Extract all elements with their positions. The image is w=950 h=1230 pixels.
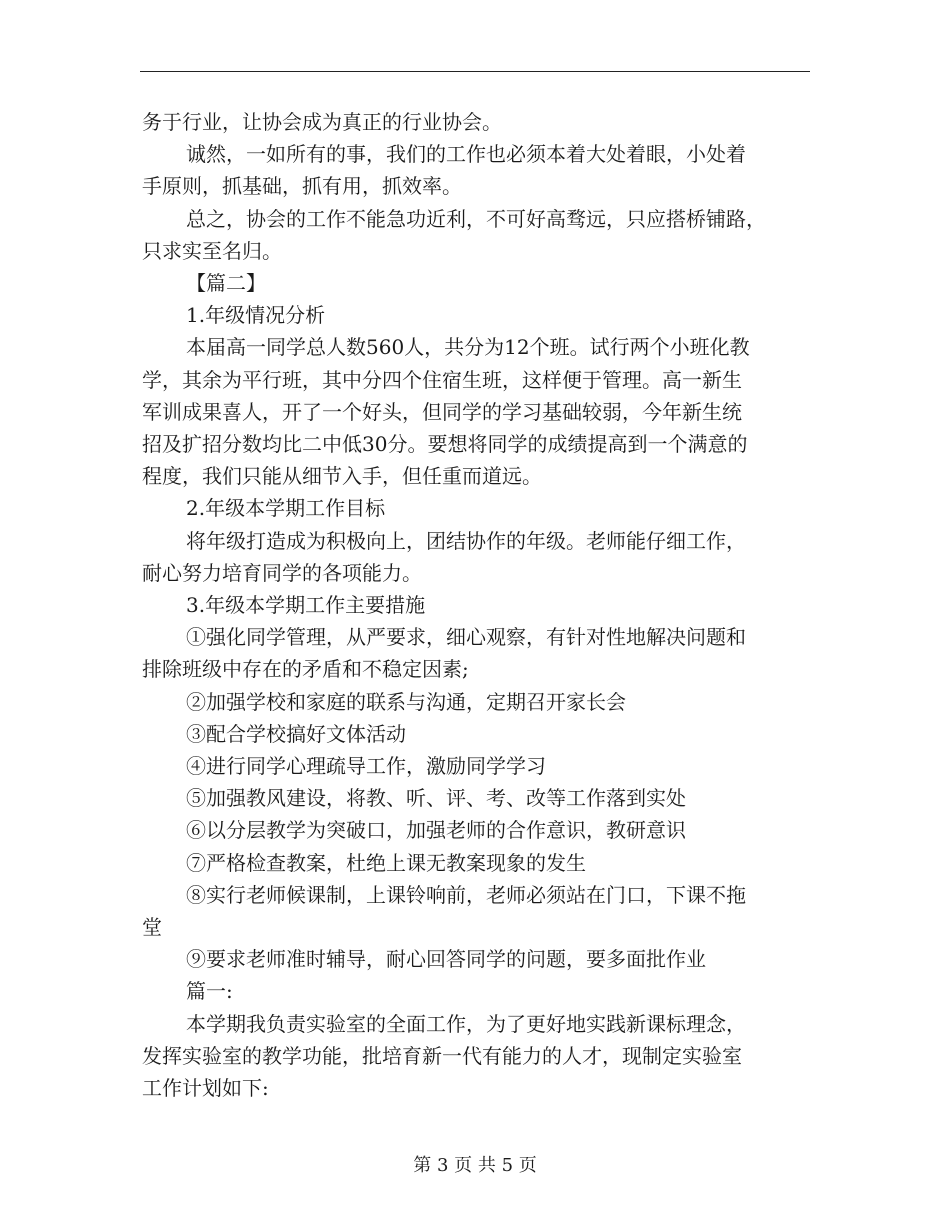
list-item: ①强化同学管理，从严要求，细心观察，有针对性地解决问题和 [186, 625, 746, 650]
text-line: 手原则，抓基础，抓有用，抓效率。 [142, 174, 462, 199]
text-line: 本学期我负责实验室的全面工作，为了更好地实践新课标理念， [186, 1011, 746, 1036]
text-line: 程度，我们只能从细节入手，但任重而道远。 [142, 464, 542, 489]
text-line: 务于行业，让协会成为真正的行业协会。 [142, 110, 502, 134]
subsection-heading: 1.年级情况分析 [186, 303, 326, 328]
text-line: 将年级打造成为积极向上，团结协作的年级。老师能仔细工作， [186, 528, 746, 553]
list-item: ④进行同学心理疏导工作，激励同学学习 [186, 754, 546, 779]
text-line: 军训成果喜人，开了一个好头，但同学的学习基础较弱，今年新生统 [142, 399, 742, 424]
list-item: ⑥以分层教学为突破口，加强老师的合作意识，教研意识 [186, 818, 686, 843]
page-number: 第 3 页 共 5 页 [413, 1155, 537, 1176]
header-rule [140, 71, 810, 72]
list-item: ⑦严格检查教案，杜绝上课无教案现象的发生 [186, 850, 586, 875]
text-line: 总之，协会的工作不能急功近利，不可好高骛远，只应搭桥铺路， [186, 206, 766, 231]
text-line: 诚然，一如所有的事，我们的工作也必须本着大处着眼，小处着 [186, 142, 746, 167]
list-item-continuation: 排除班级中存在的矛盾和不稳定因素; [142, 657, 469, 682]
list-item: ③配合学校搞好文体活动 [186, 721, 406, 746]
text-line: 学，其余为平行班，其中分四个住宿生班，这样便于管理。高一新生 [142, 367, 742, 392]
section-heading: 【篇二】 [186, 271, 266, 296]
subsection-heading: 2.年级本学期工作目标 [186, 496, 386, 521]
list-item: ⑧实行老师候课制，上课铃响前，老师必须站在门口，下课不拖 [186, 882, 746, 907]
text-line: 只求实至名归。 [142, 238, 282, 263]
list-item: ⑤加强教风建设，将教、听、评、考、改等工作落到实处 [186, 786, 686, 811]
list-item: ②加强学校和家庭的联系与沟通，定期召开家长会 [186, 689, 626, 714]
text-line: 耐心努力培育同学的各项能力。 [142, 560, 422, 585]
section-heading: 篇一: [186, 979, 233, 1004]
text-line: 招及扩招分数均比二中低30分。要想将同学的成绩提高到一个满意的 [142, 432, 748, 457]
text-line: 发挥实验室的教学功能，批培育新一代有能力的人才，现制定实验室 [142, 1043, 742, 1068]
subsection-heading: 3.年级本学期工作主要措施 [186, 593, 426, 618]
document-body [142, 106, 810, 1104]
list-item: ⑨要求老师准时辅导，耐心回答同学的问题，要多面批作业 [186, 947, 706, 972]
text-line: 本届高一同学总人数560人，共分为12个班。试行两个小班化教 [186, 335, 750, 360]
list-item-continuation: 堂 [142, 915, 162, 940]
text-line: 工作计划如下: [142, 1076, 269, 1101]
